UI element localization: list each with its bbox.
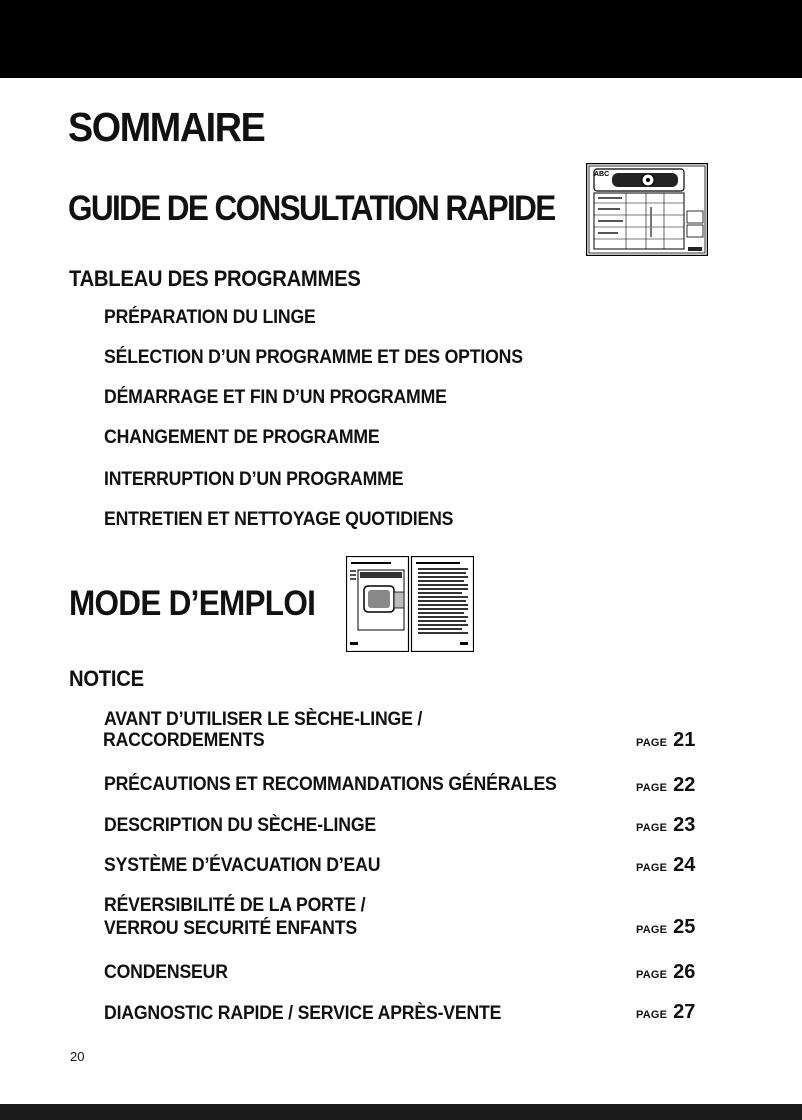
page-ref-number: 26 [673,961,696,983]
toc-entry-line: RACCORDEMENTS [103,730,265,751]
page-ref-label: PAGE [636,924,668,936]
page-ref-label: PAGE [636,862,668,874]
mode-heading: MODE D’EMPLOI [69,584,316,623]
page-ref-number: 27 [673,1001,696,1023]
page-ref [636,916,695,939]
guide-item: INTERRUPTION D’UN PROGRAMME [104,469,404,490]
toc-entry-line: AVANT D’UTILISER LE SÈCHE-LINGE / [104,709,423,730]
footer-bar [0,1104,802,1120]
guide-item: SÉLECTION D’UN PROGRAMME ET DES OPTIONS [104,347,523,368]
toc-entry-line: RÉVERSIBILITÉ DE LA PORTE / [104,895,366,916]
manual-thumbnail-icon [346,556,474,652]
page-ref-label: PAGE [636,822,668,834]
guide-heading: GUIDE DE CONSULTATION RAPIDE [68,189,555,228]
page-ref-label: PAGE [636,969,668,981]
page-ref-number: 25 [673,916,696,938]
toc-entry-line: SYSTÈME D’ÉVACUATION D’EAU [104,855,381,876]
page-ref-number: 24 [673,854,696,876]
thumb-label: ABC [594,171,610,178]
page-ref [636,961,695,984]
page-ref-label: PAGE [636,782,668,794]
page-ref-number: 23 [673,814,696,836]
toc-entry-line: CONDENSEUR [104,962,228,983]
guide-item: CHANGEMENT DE PROGRAMME [104,427,380,448]
page-ref [636,814,695,837]
page-title: SOMMAIRE [68,104,265,150]
page-ref-number: 22 [673,774,696,796]
toc-entry-line: PRÉCAUTIONS ET RECOMMANDATIONS GÉNÉRALES [104,774,557,795]
toc-entry-line: DESCRIPTION DU SÈCHE-LINGE [104,815,377,836]
page-number: 20 [70,1049,85,1064]
guide-item: DÉMARRAGE ET FIN D’UN PROGRAMME [104,387,447,408]
guide-item: ENTRETIEN ET NETTOYAGE QUOTIDIENS [104,509,454,530]
toc-entry-line: VERROU SECURITÉ ENFANTS [104,918,357,939]
page-ref-label: PAGE [636,737,668,749]
guide-item: PRÉPARATION DU LINGE [104,307,316,328]
page-ref-number: 21 [673,729,696,751]
guide-subheading: TABLEAU DES PROGRAMMES [69,266,361,291]
page-ref [636,729,695,752]
quick-guide-thumbnail-icon [586,163,708,256]
header-bar [0,0,802,78]
page-ref [636,1001,695,1024]
page-ref [636,854,695,877]
page-ref-label: PAGE [636,1009,668,1021]
mode-subheading: NOTICE [69,666,144,691]
page-ref [636,774,695,797]
toc-entry-line: DIAGNOSTIC RAPIDE / SERVICE APRÈS-VENTE [104,1003,502,1024]
